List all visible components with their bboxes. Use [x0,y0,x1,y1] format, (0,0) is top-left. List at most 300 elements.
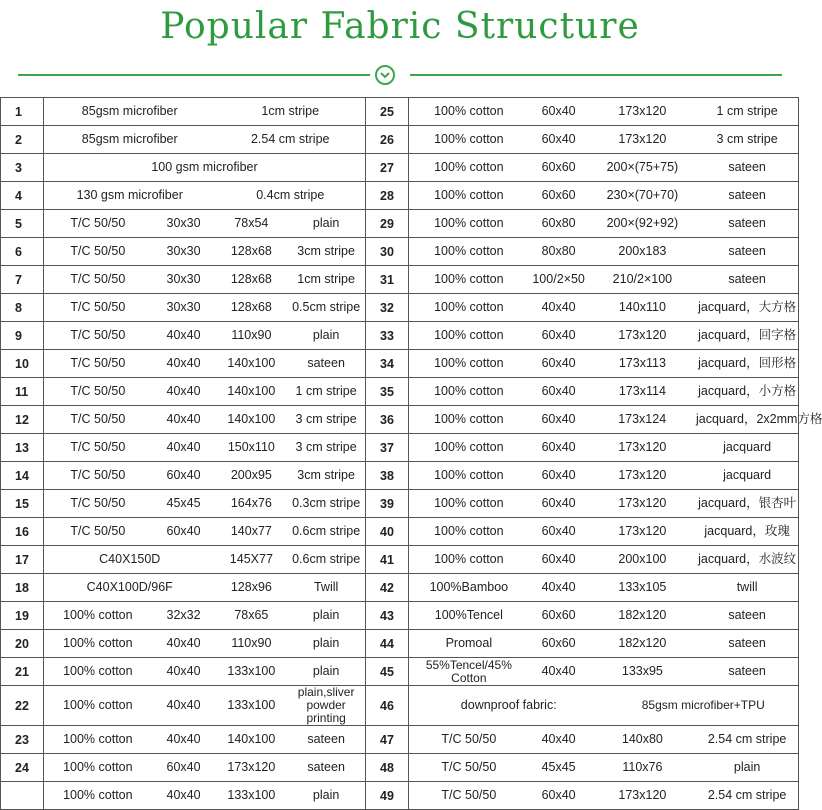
right-spec-col-1: 100% cotton [434,496,504,510]
left-row-spec [44,378,366,406]
left-row-spec [44,686,366,726]
right-spec-col-3: 173x120 [618,132,667,146]
right-spec-col-3: 200×(75+75) [606,160,679,174]
right-row-number: 37 [366,434,409,462]
left-spec-col-1: T/C 50/50 [70,244,126,258]
right-spec-col-3: 173x120 [618,104,667,118]
right-spec-col-2: 60x60 [541,636,576,650]
left-spec-col-4: 1 cm stripe [295,384,357,398]
right-spec-col-4: sateen [728,664,766,678]
table-row [1,406,799,434]
table-row [1,574,799,602]
table-row [1,602,799,630]
right-spec-col-3: 230×(70+70) [606,188,679,202]
right-spec-col-1: Promoal [445,636,493,650]
right-spec-col-3: 200×(92+92) [606,216,679,230]
left-row-spec [44,350,366,378]
left-row-number: 11 [1,378,44,406]
right-spec-col-1: 100% cotton [434,160,504,174]
left-spec-col-2: 60x40 [166,524,201,538]
left-spec-col-1: 130 gsm microfiber [76,188,183,202]
right-row-spec [409,434,799,462]
right-spec-col-1: 55%Tencel/45% Cotton [425,657,512,685]
left-spec-col-4: 0.5cm stripe [292,300,361,314]
right-spec-col-4: jacquard，大方格 [698,300,797,314]
left-spec-col-3: 133x100 [227,698,276,712]
table-row [1,490,799,518]
right-row-number: 28 [366,182,409,210]
right-spec-col-1: 100% cotton [434,384,504,398]
table-row [1,294,799,322]
right-spec-col-1: 100%Tencel [434,608,503,622]
right-row-spec [409,546,799,574]
left-row-number: 19 [1,602,44,630]
left-row-number: 12 [1,406,44,434]
right-spec-col-4: 1 cm stripe [716,104,778,118]
left-spec-col-2: 128x96 [230,580,272,594]
right-row-spec [409,294,799,322]
left-spec-col-1: T/C 50/50 [70,384,126,398]
table-row [1,434,799,462]
left-spec-col-2: 40x40 [166,384,201,398]
left-spec-col-4: sateen [307,356,345,370]
table-row [1,266,799,294]
right-spec-col-3: 110x76 [622,760,663,774]
left-spec-col-3: 140x100 [227,732,276,746]
left-spec-col-3: 173x120 [227,760,276,774]
right-spec-col-4: 2.54 cm stripe [707,788,787,802]
left-spec-col-2: 32x32 [166,608,201,622]
left-spec-col-3: 140x77 [230,524,272,538]
left-spec-col-2: 30x30 [166,300,201,314]
left-spec-col-4: plain,sliver powder printing [297,685,355,725]
right-spec-col-3: 182x120 [618,608,667,622]
table-row [1,350,799,378]
right-row-number: 36 [366,406,409,434]
right-row-number: 26 [366,126,409,154]
table-row [1,378,799,406]
right-spec-col-2: 60x40 [541,552,576,566]
left-row-number: 7 [1,266,44,294]
chevron-down-icon[interactable] [375,65,395,85]
right-spec-col-1: 100% cotton [434,132,504,146]
right-row-spec [409,518,799,546]
right-spec-col-4: sateen [728,160,766,174]
left-spec-col-1: T/C 50/50 [70,272,126,286]
right-row-number: 39 [366,490,409,518]
right-spec-col-1: downproof fabric: [460,698,557,712]
left-spec-col-3: 164x76 [230,496,272,510]
left-spec-col-4: plain [312,664,340,678]
right-spec-col-1: 100% cotton [434,188,504,202]
right-row-spec [409,182,799,210]
left-spec-col-1: T/C 50/50 [70,300,126,314]
left-spec-col-4: plain [312,216,340,230]
left-spec-col-3: 140x100 [227,356,276,370]
left-row-number: 18 [1,574,44,602]
right-spec-col-4: sateen [728,636,766,650]
divider-right [410,74,782,76]
left-row-spec [44,210,366,238]
right-spec-col-1: 100% cotton [434,524,504,538]
left-spec-col-3: 140x100 [227,412,276,426]
left-row-number: 9 [1,322,44,350]
left-row-spec [44,574,366,602]
left-spec-col-3: 110x90 [231,636,272,650]
left-spec-col-3: 133x100 [227,788,276,802]
left-spec-col-3: 140x100 [227,384,276,398]
right-row-number: 33 [366,322,409,350]
right-row-number: 40 [366,518,409,546]
right-spec-col-1: 100%Bamboo [429,580,509,594]
right-spec-col-4: sateen [728,608,766,622]
right-spec-col-3: 173x120 [618,328,667,342]
left-row-spec [44,462,366,490]
right-spec-col-4: 2.54 cm stripe [707,732,787,746]
right-row-number: 35 [366,378,409,406]
table-row [1,546,799,574]
right-spec-col-4: sateen [728,244,766,258]
right-row-spec [409,686,799,726]
right-row-spec [409,378,799,406]
left-spec-col-3: 0.6cm stripe [292,552,361,566]
right-spec-col-3: 200x183 [618,244,667,258]
right-row-spec [409,658,799,686]
right-row-number: 34 [366,350,409,378]
right-spec-col-1: 100% cotton [434,328,504,342]
left-row-spec [44,154,366,182]
right-spec-col-3: 133x95 [621,664,663,678]
left-row-number: 20 [1,630,44,658]
right-row-spec [409,602,799,630]
right-row-number: 25 [366,98,409,126]
right-spec-col-4: jacquard，银杏叶 [698,496,797,510]
right-spec-col-2: 60x40 [541,104,576,118]
right-row-number: 27 [366,154,409,182]
right-row-spec [409,462,799,490]
left-row-number: 2 [1,126,44,154]
left-spec-col-1: 100% cotton [63,608,133,622]
right-spec-col-2: 80x80 [541,244,576,258]
left-spec-col-1: 100% cotton [63,636,133,650]
right-spec-col-3: 173x113 [618,356,666,370]
left-spec-col-1: T/C 50/50 [70,468,126,482]
table-row [1,210,799,238]
left-spec-col-2: 40x40 [166,732,201,746]
right-spec-col-4: jacquard，回形格 [698,356,797,370]
left-spec-col-1: 100% cotton [63,664,133,678]
right-row-spec [409,322,799,350]
right-spec-col-3: 140x110 [618,300,666,314]
left-spec-col-4: sateen [307,760,345,774]
right-spec-col-4: sateen [728,216,766,230]
left-spec-col-1: T/C 50/50 [70,328,126,342]
right-row-spec [409,238,799,266]
left-row-number: 21 [1,658,44,686]
left-spec-col-4: 3cm stripe [297,468,355,482]
right-spec-col-1: 100% cotton [434,356,504,370]
table-row [1,518,799,546]
right-row-number: 41 [366,546,409,574]
right-row-number: 49 [366,782,409,810]
left-spec-col-2: 40x40 [166,412,201,426]
right-spec-col-3: 200x100 [618,552,667,566]
left-spec-col-3: 110x90 [231,328,272,342]
left-row-spec [44,546,366,574]
left-spec-col-1: 100% cotton [63,788,133,802]
left-spec-col-2: 145X77 [229,552,273,566]
left-spec-col-1: 100 gsm microfiber [151,160,258,174]
left-spec-col-3: 133x100 [227,664,276,678]
left-spec-col-3: 128x68 [230,244,272,258]
left-row-number: 14 [1,462,44,490]
table-row [1,726,799,754]
left-spec-col-4: 0.6cm stripe [292,524,361,538]
right-spec-col-3: 173x120 [618,496,667,510]
left-spec-col-1: T/C 50/50 [70,496,126,510]
fabric-table [0,97,822,810]
left-spec-col-3: 150x110 [227,440,275,454]
right-spec-col-2: 60x40 [541,356,576,370]
right-row-spec [409,154,799,182]
left-row-number: 22 [1,686,44,726]
right-spec-col-4: jacquard，水波纹 [698,552,797,566]
right-row-number: 43 [366,602,409,630]
right-spec-col-2: 60x60 [541,608,576,622]
left-spec-col-2: 40x40 [166,788,201,802]
left-spec-col-2: 0.4cm stripe [256,188,325,202]
right-spec-col-1: T/C 50/50 [441,788,497,802]
left-row-spec [44,98,366,126]
left-spec-col-1: T/C 50/50 [70,216,126,230]
right-row-number: 47 [366,726,409,754]
left-spec-col-1: T/C 50/50 [70,524,126,538]
left-row-number: 5 [1,210,44,238]
left-spec-col-1: C40X100D/96F [86,580,173,594]
table-row [1,98,799,126]
right-spec-col-2: 60x40 [541,412,576,426]
left-spec-col-4: 3cm stripe [297,244,355,258]
left-row-spec [44,782,366,810]
right-row-spec [409,490,799,518]
right-spec-col-3: 173x120 [618,440,667,454]
left-spec-col-4: plain [312,328,340,342]
right-spec-col-2: 40x40 [541,664,576,678]
left-spec-col-3: 78x65 [234,608,269,622]
left-spec-col-3: 78x54 [234,216,269,230]
left-spec-col-2: 30x30 [166,272,201,286]
left-row-spec [44,630,366,658]
right-spec-col-3: 173x114 [618,384,666,398]
right-row-spec [409,98,799,126]
left-row-spec [44,602,366,630]
right-spec-col-3: 210/2×100 [612,272,673,286]
left-row-spec [44,406,366,434]
left-spec-col-1: 100% cotton [63,698,133,712]
left-spec-col-2: 30x30 [166,216,201,230]
left-spec-col-1: T/C 50/50 [70,440,126,454]
left-spec-col-2: 2.54 cm stripe [250,132,330,146]
right-spec-col-2: 85gsm microfiber+TPU [641,698,765,712]
left-row-number: 4 [1,182,44,210]
right-row-number: 44 [366,630,409,658]
right-row-number: 31 [366,266,409,294]
left-spec-col-1: C40X150D [99,552,161,566]
left-spec-col-2: 45x45 [166,496,201,510]
left-spec-col-1: T/C 50/50 [70,412,126,426]
right-spec-col-4: jacquard，小方格 [698,384,797,398]
right-spec-col-1: 100% cotton [434,440,504,454]
right-spec-col-4: jacquard，回字格 [698,328,797,342]
right-spec-col-4: twill [736,580,758,594]
table-row [1,462,799,490]
left-row-number: 3 [1,154,44,182]
page-title: Popular Fabric Structure [160,6,640,47]
left-row-spec [44,754,366,782]
right-spec-col-4: jacquard，2x2mm方格 [696,412,822,426]
left-spec-col-2: 40x40 [166,440,201,454]
left-row-number [1,782,44,810]
right-spec-col-3: 173x120 [618,788,667,802]
left-spec-col-4: 3 cm stripe [295,412,357,426]
right-spec-col-2: 60x40 [541,788,576,802]
right-spec-col-2: 40x40 [541,580,576,594]
right-row-spec [409,630,799,658]
right-spec-col-1: 100% cotton [434,272,504,286]
left-spec-col-2: 40x40 [166,698,201,712]
right-spec-col-2: 60x40 [541,132,576,146]
left-spec-col-3: 200x95 [230,468,272,482]
right-spec-col-1: 100% cotton [434,468,504,482]
right-spec-col-4: jacquard [723,468,772,482]
right-row-number: 38 [366,462,409,490]
right-spec-col-1: 100% cotton [434,552,504,566]
left-spec-col-3: 128x68 [230,272,272,286]
left-spec-col-2: 40x40 [166,664,201,678]
right-row-number: 45 [366,658,409,686]
right-spec-col-2: 60x40 [541,524,576,538]
left-row-number: 24 [1,754,44,782]
right-spec-col-1: 100% cotton [434,244,504,258]
left-spec-col-4: plain [312,788,340,802]
right-spec-col-4: jacquard，玫瑰 [704,524,790,538]
left-spec-col-1: 100% cotton [63,760,133,774]
right-row-spec [409,782,799,810]
left-row-number: 6 [1,238,44,266]
left-row-number: 17 [1,546,44,574]
right-row-spec [409,406,822,434]
left-row-number: 15 [1,490,44,518]
left-row-number: 10 [1,350,44,378]
table-row [1,322,799,350]
right-row-spec [409,266,799,294]
right-spec-col-3: 173x120 [618,468,667,482]
right-row-spec [409,126,799,154]
right-spec-col-4: sateen [728,272,766,286]
table-row [1,630,799,658]
left-spec-col-3: Twill [313,580,339,594]
right-row-number: 46 [366,686,409,726]
right-spec-col-4: jacquard [723,440,772,454]
right-spec-col-3: 173x120 [618,524,667,538]
table-row [1,154,799,182]
right-spec-col-2: 60x60 [541,188,576,202]
table-row [1,182,799,210]
right-spec-col-3: 182x120 [618,636,667,650]
right-row-number: 32 [366,294,409,322]
left-row-spec [44,294,366,322]
left-row-spec [44,266,366,294]
left-row-spec [44,182,366,210]
left-spec-col-2: 30x30 [166,244,201,258]
left-spec-col-4: plain [312,608,340,622]
right-spec-col-2: 60x80 [541,216,576,230]
right-spec-col-4: 3 cm stripe [716,132,778,146]
right-spec-col-4: sateen [728,188,766,202]
right-spec-col-1: 100% cotton [434,300,504,314]
right-row-spec [409,350,799,378]
left-spec-col-4: sateen [307,732,345,746]
right-spec-col-1: 100% cotton [434,216,504,230]
right-spec-col-1: T/C 50/50 [441,760,497,774]
right-spec-col-2: 60x40 [541,440,576,454]
left-row-spec [44,518,366,546]
right-spec-col-2: 60x40 [541,496,576,510]
left-spec-col-2: 60x40 [166,468,201,482]
table-row [1,782,799,810]
right-spec-col-1: 100% cotton [434,412,504,426]
left-spec-col-4: 1cm stripe [297,272,355,286]
table-row [1,126,799,154]
right-spec-col-2: 60x60 [541,160,576,174]
right-row-number: 29 [366,210,409,238]
right-spec-col-2: 40x40 [541,300,576,314]
right-row-number: 48 [366,754,409,782]
right-spec-col-1: T/C 50/50 [441,732,497,746]
left-row-number: 23 [1,726,44,754]
left-row-number: 16 [1,518,44,546]
left-row-number: 13 [1,434,44,462]
left-row-number: 1 [1,98,44,126]
right-spec-col-3: 173x124 [618,412,667,426]
divider-left [18,74,370,76]
right-spec-col-2: 100/2×50 [532,272,585,286]
right-spec-col-2: 60x40 [541,468,576,482]
left-row-spec [44,434,366,462]
left-spec-col-1: 85gsm microfiber [81,104,178,118]
right-row-spec [409,574,799,602]
left-row-spec [44,490,366,518]
left-row-spec [44,126,366,154]
left-spec-col-1: 85gsm microfiber [81,132,178,146]
left-spec-col-2: 40x40 [166,356,201,370]
right-row-number: 42 [366,574,409,602]
right-spec-col-4: plain [733,760,761,774]
right-spec-col-2: 40x40 [541,732,576,746]
right-spec-col-2: 60x40 [541,384,576,398]
right-row-spec [409,726,799,754]
left-row-spec [44,322,366,350]
left-spec-col-3: 128x68 [230,300,272,314]
left-spec-col-2: 40x40 [166,328,201,342]
right-spec-col-3: 140x80 [621,732,663,746]
right-row-number: 30 [366,238,409,266]
left-spec-col-4: 0.3cm stripe [292,496,361,510]
table-row [1,686,799,726]
right-spec-col-2: 60x40 [541,328,576,342]
left-spec-col-1: 100% cotton [63,732,133,746]
left-row-spec [44,658,366,686]
